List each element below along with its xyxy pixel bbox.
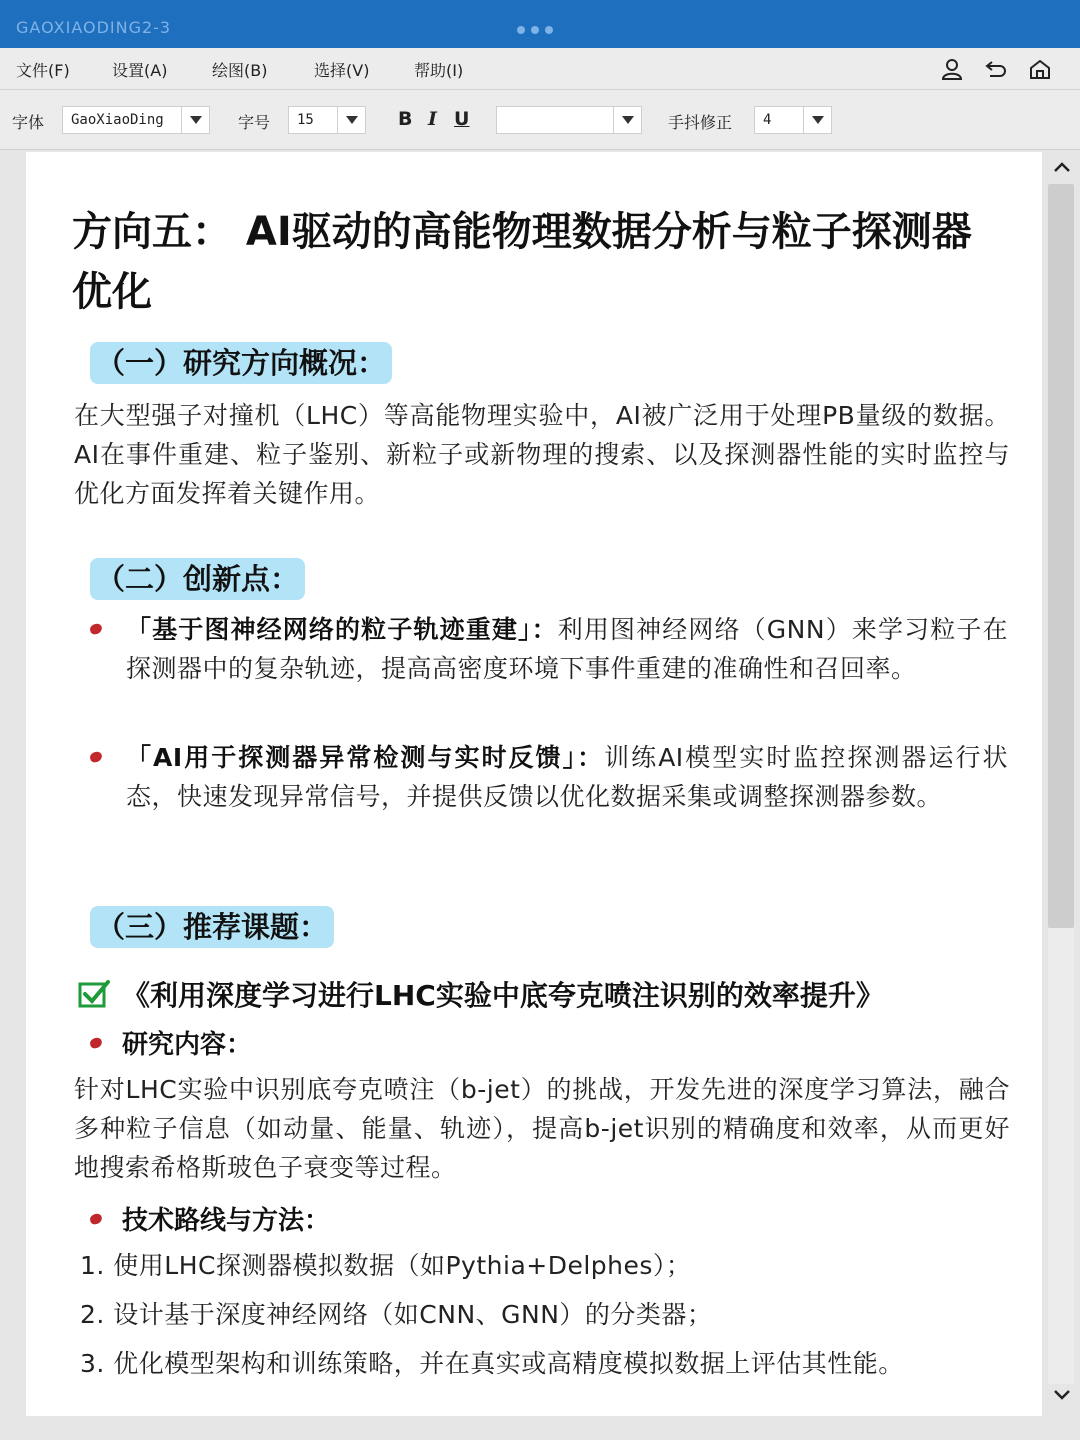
checkbox-checked-icon xyxy=(78,978,110,1008)
method-step: 1. 使用LHC探测器模拟数据（如Pythia+Delphes）； xyxy=(80,1251,692,1280)
font-select-value: GaoXiaoDing xyxy=(71,112,164,128)
home-icon[interactable] xyxy=(1028,58,1052,80)
menu-draw[interactable]: 绘图(B) xyxy=(212,61,268,80)
font-label: 字体 xyxy=(12,113,45,132)
content-label: 研究内容： xyxy=(122,1030,253,1060)
size-select[interactable] xyxy=(288,106,366,134)
bullet-icon xyxy=(89,1037,103,1050)
scroll-thumb[interactable] xyxy=(1048,184,1074,928)
style-select-value xyxy=(497,107,613,133)
size-label: 字号 xyxy=(238,113,271,132)
chevron-down-icon[interactable] xyxy=(613,107,641,133)
chevron-down-icon[interactable] xyxy=(1050,1382,1074,1406)
menu-settings[interactable]: 设置(A) xyxy=(112,61,168,80)
chevron-down-icon[interactable] xyxy=(803,107,831,133)
window-menu-dots-icon[interactable] xyxy=(517,26,553,34)
shake-correction-value: 4 xyxy=(763,112,772,128)
italic-button[interactable]: I xyxy=(428,108,437,130)
title-bar xyxy=(0,0,1080,48)
section-heading-overview: （一）研究方向概况： xyxy=(90,342,392,384)
innovation-item xyxy=(126,738,1008,816)
bullet-icon xyxy=(89,1213,103,1226)
innovation-item-title: 「AI用于探测器异常检测与实时反馈」： xyxy=(126,743,605,772)
overview-paragraph: 在大型强子对撞机（LHC）等高能物理实验中，AI被广泛用于处理PB量级的数据。AI在事件重建、粒子鉴别、新粒子或新物理的搜索、以及探测器性能的实时监控与优化方面发挥着关键作用。 xyxy=(74,401,1010,508)
document-title: 方向五： AI驱动的高能物理数据分析与粒子探测器优化 xyxy=(72,209,972,315)
document-page[interactable] xyxy=(26,152,1042,1416)
menu-file[interactable]: 文件(F) xyxy=(16,61,70,80)
section-heading-topics: （三）推荐课题： xyxy=(90,906,334,948)
vertical-scrollbar[interactable] xyxy=(1044,152,1078,1416)
method-step: 2. 设计基于深度神经网络（如CNN、GNN）的分类器； xyxy=(80,1300,713,1329)
innovation-item-title: 「基于图神经网络的粒子轨迹重建」： xyxy=(126,615,558,644)
content-paragraph: 针对LHC实验中识别底夸克喷注（b-jet）的挑战，开发先进的深度学习算法，融合多种粒子信息（如动量、能量、轨迹），提高b-jet识别的精确度和效率，从而更好地搜索希格斯玻色子衰变等过程。 xyxy=(74,1075,1010,1182)
bullet-icon xyxy=(89,623,103,636)
menu-help[interactable]: 帮助(I) xyxy=(414,61,464,80)
innovation-item-text: 利用图神经网络（GNN）来学习粒子在探测器中的复杂轨迹，提高高密度环境下事件重建的准确性和召回率。 xyxy=(126,615,1008,683)
format-toolbar xyxy=(0,90,1080,150)
topic-title: 《利用深度学习进行LHC实验中底夸克喷注识别的效率提升》 xyxy=(122,979,884,1012)
menu-bar xyxy=(0,48,1080,90)
style-select[interactable] xyxy=(496,106,642,134)
shake-correction-label: 手抖修正 xyxy=(668,113,733,132)
underline-button[interactable]: U xyxy=(454,108,470,130)
user-icon[interactable] xyxy=(940,58,964,80)
method-label: 技术路线与方法： xyxy=(122,1206,331,1236)
menu-select[interactable]: 选择(V) xyxy=(314,61,370,80)
innovation-item-text: 训练AI模型实时监控探测器运行状态，快速发现异常信号，并提供反馈以优化数据采集或调整探测器参数。 xyxy=(126,743,1008,811)
shake-correction-select[interactable] xyxy=(754,106,832,134)
undo-icon[interactable] xyxy=(984,58,1008,80)
bold-button[interactable]: B xyxy=(398,108,413,130)
method-step: 3. 优化模型架构和训练策略，并在真实或高精度模拟数据上评估其性能。 xyxy=(80,1349,904,1378)
window-title: GAOXIAODING2-3 xyxy=(16,18,172,37)
chevron-down-icon[interactable] xyxy=(181,107,209,133)
innovation-item xyxy=(126,610,1008,688)
size-select-value: 15 xyxy=(297,112,314,128)
recommended-topic xyxy=(78,974,1018,1014)
section-heading-innovation: （二）创新点： xyxy=(90,558,305,600)
bullet-icon xyxy=(89,751,103,764)
font-select[interactable] xyxy=(62,106,210,134)
chevron-up-icon[interactable] xyxy=(1050,156,1074,180)
chevron-down-icon[interactable] xyxy=(337,107,365,133)
